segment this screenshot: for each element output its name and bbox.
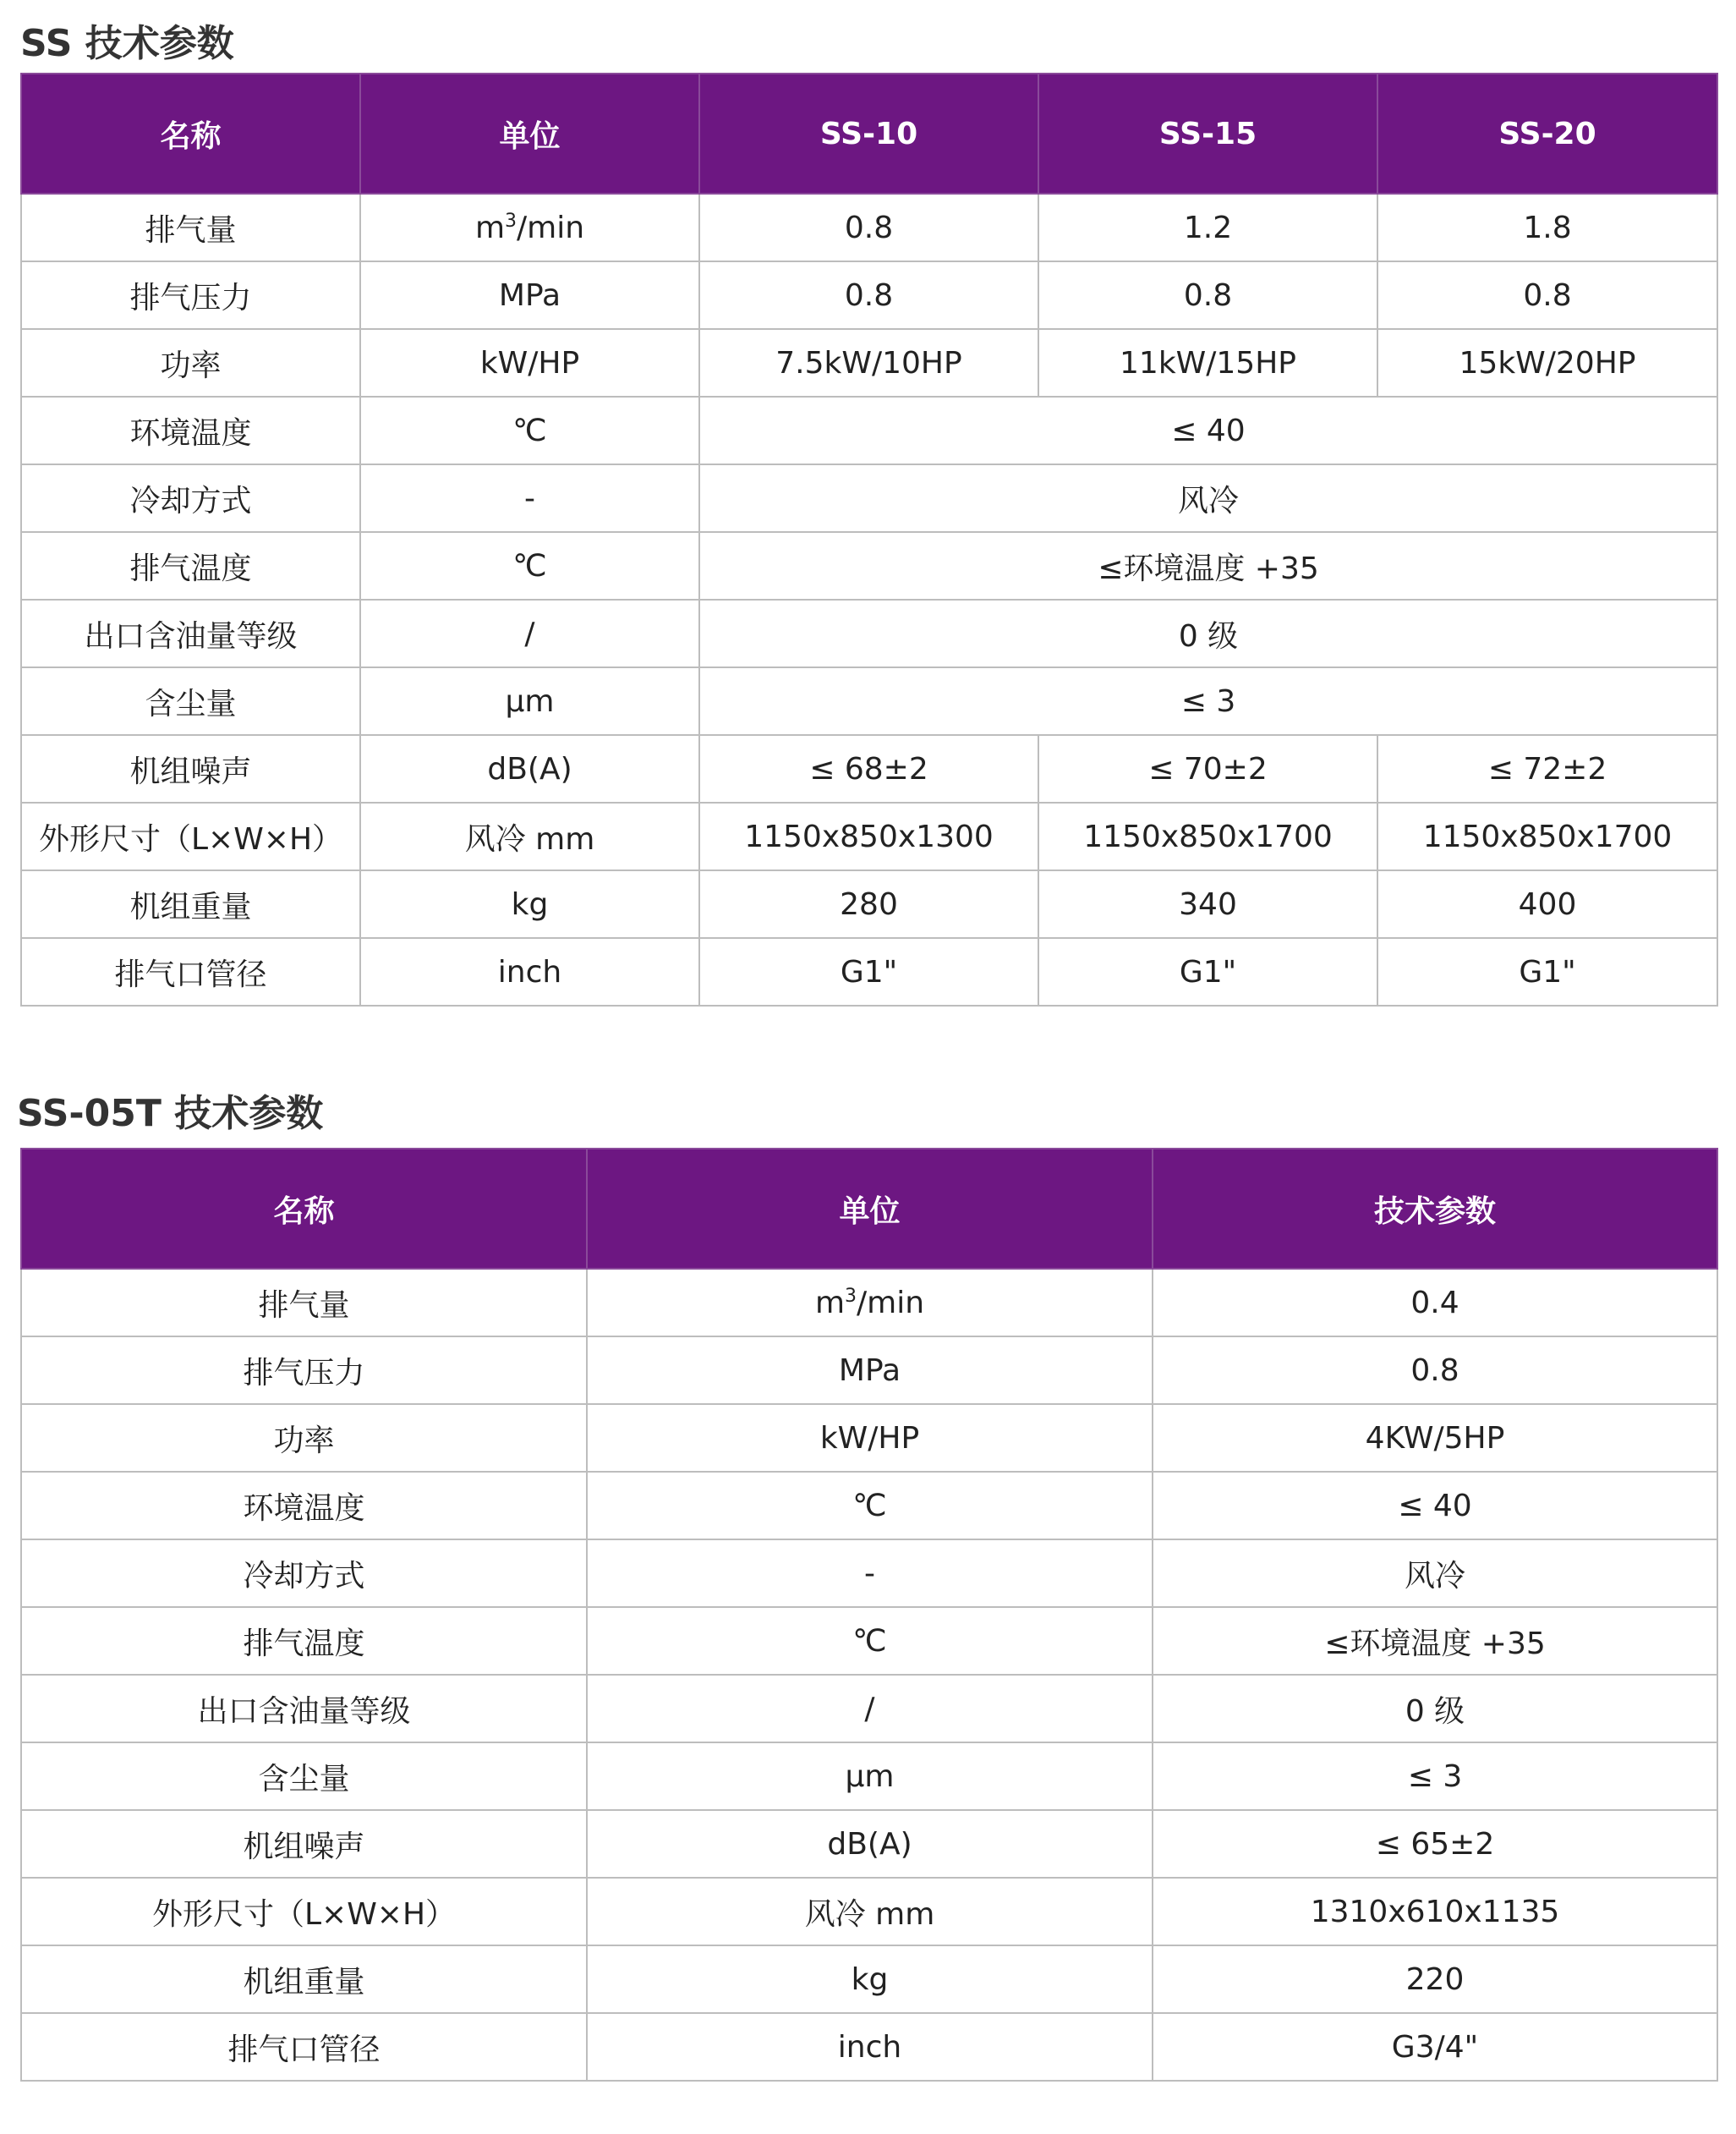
param-value: G3/4" <box>1153 2013 1717 2081</box>
ss-table-body <box>21 194 1717 1006</box>
table-row <box>21 1472 1717 1539</box>
param-name: 排气口管径 <box>21 938 360 1006</box>
param-unit: ℃ <box>587 1607 1153 1675</box>
param-name: 功率 <box>21 329 360 397</box>
param-name: 外形尺寸（L×W×H） <box>21 1878 587 1945</box>
param-value: 0.4 <box>1153 1269 1717 1336</box>
param-value: 0 级 <box>1153 1675 1717 1742</box>
param-name: 冷却方式 <box>21 464 360 532</box>
param-unit: ℃ <box>587 1472 1153 1539</box>
param-unit: dB(A) <box>360 735 699 803</box>
param-name: 机组重量 <box>21 1945 587 2013</box>
ss05t-spec-table <box>20 1148 1718 2082</box>
param-value: 280 <box>699 870 1038 938</box>
param-unit: MPa <box>360 261 699 329</box>
table-row <box>21 1945 1717 2013</box>
param-name: 排气温度 <box>21 532 360 600</box>
param-value: 0.8 <box>1038 261 1377 329</box>
param-value-merged: 0 级 <box>699 600 1717 667</box>
param-name: 功率 <box>21 1404 587 1472</box>
param-unit <box>360 194 699 261</box>
param-unit: - <box>360 464 699 532</box>
param-value: 0.8 <box>1377 261 1717 329</box>
ss05t-table-header <box>21 1149 1717 1269</box>
table-row <box>21 2013 1717 2081</box>
param-value: ≤ 70±2 <box>1038 735 1377 803</box>
param-unit: ℃ <box>360 532 699 600</box>
param-name: 环境温度 <box>21 1472 587 1539</box>
table-row <box>21 870 1717 938</box>
table-row <box>21 803 1717 870</box>
table-row <box>21 1336 1717 1404</box>
table-row <box>21 329 1717 397</box>
table-row <box>21 1810 1717 1878</box>
param-value: 0.8 <box>1153 1336 1717 1404</box>
table-row <box>21 667 1717 735</box>
header-cell-name: 名称 <box>21 1149 587 1269</box>
unit-base: m <box>474 210 506 245</box>
header-cell-model-ss10: SS-10 <box>699 74 1038 194</box>
param-value: 400 <box>1377 870 1717 938</box>
param-unit: kW/HP <box>587 1404 1153 1472</box>
param-name: 含尘量 <box>21 667 360 735</box>
table-row <box>21 464 1717 532</box>
table-row <box>21 194 1717 261</box>
unit-superscript: 3 <box>505 210 518 232</box>
param-value: 1150x850x1300 <box>699 803 1038 870</box>
param-value-merged: ≤ 40 <box>699 397 1717 464</box>
param-value: 风冷 <box>1153 1539 1717 1607</box>
param-value: 1150x850x1700 <box>1038 803 1377 870</box>
param-unit: 风冷 mm <box>360 803 699 870</box>
param-name: 排气压力 <box>21 261 360 329</box>
header-cell-unit: 单位 <box>587 1149 1153 1269</box>
param-name: 排气温度 <box>21 1607 587 1675</box>
param-name: 排气量 <box>21 1269 587 1336</box>
param-value-merged: 风冷 <box>699 464 1717 532</box>
table-row <box>21 600 1717 667</box>
unit-tail: /min <box>517 210 585 245</box>
ss-spec-table <box>20 73 1718 1007</box>
param-value: 1150x850x1700 <box>1377 803 1717 870</box>
param-value: ≤ 68±2 <box>699 735 1038 803</box>
header-cell-unit: 单位 <box>360 74 699 194</box>
param-value-merged: ≤环境温度 +35 <box>699 532 1717 600</box>
param-value: G1" <box>1377 938 1717 1006</box>
param-unit: 风冷 mm <box>587 1878 1153 1945</box>
param-name: 排气口管径 <box>21 2013 587 2081</box>
param-unit: MPa <box>587 1336 1153 1404</box>
param-unit: ℃ <box>360 397 699 464</box>
header-row <box>21 1149 1717 1269</box>
table-row <box>21 1539 1717 1607</box>
param-value: 1.2 <box>1038 194 1377 261</box>
table-row <box>21 1878 1717 1945</box>
param-value: 0.8 <box>699 261 1038 329</box>
table-row <box>21 532 1717 600</box>
table-row <box>21 261 1717 329</box>
param-name: 排气压力 <box>21 1336 587 1404</box>
header-cell-name: 名称 <box>21 74 360 194</box>
param-name: 冷却方式 <box>21 1539 587 1607</box>
param-name: 排气量 <box>21 194 360 261</box>
param-value: ≤ 40 <box>1153 1472 1717 1539</box>
table-row <box>21 938 1717 1006</box>
param-value-merged: ≤ 3 <box>699 667 1717 735</box>
unit-base: m <box>814 1285 846 1320</box>
param-name: 出口含油量等级 <box>21 600 360 667</box>
param-value: 11kW/15HP <box>1038 329 1377 397</box>
param-unit: kg <box>360 870 699 938</box>
param-unit: dB(A) <box>587 1810 1153 1878</box>
ss05t-section-title: SS-05T 技术参数 <box>17 1092 324 1135</box>
param-value: 0.8 <box>699 194 1038 261</box>
param-value: ≤ 65±2 <box>1153 1810 1717 1878</box>
param-unit: kW/HP <box>360 329 699 397</box>
param-unit: / <box>360 600 699 667</box>
param-value: ≤环境温度 +35 <box>1153 1607 1717 1675</box>
param-value: 1310x610x1135 <box>1153 1878 1717 1945</box>
ss-section-title: SS 技术参数 <box>20 22 234 65</box>
param-value: G1" <box>699 938 1038 1006</box>
table-row <box>21 1742 1717 1810</box>
param-value: 15kW/20HP <box>1377 329 1717 397</box>
unit-tail: /min <box>857 1285 925 1320</box>
param-value: 1.8 <box>1377 194 1717 261</box>
header-row <box>21 74 1717 194</box>
table-row <box>21 735 1717 803</box>
param-name: 机组噪声 <box>21 735 360 803</box>
header-cell-model-ss15: SS-15 <box>1038 74 1377 194</box>
param-value: ≤ 72±2 <box>1377 735 1717 803</box>
param-name: 机组重量 <box>21 870 360 938</box>
header-cell-model-ss20: SS-20 <box>1377 74 1717 194</box>
param-name: 含尘量 <box>21 1742 587 1810</box>
param-value: 340 <box>1038 870 1377 938</box>
table-row <box>21 1404 1717 1472</box>
param-name: 环境温度 <box>21 397 360 464</box>
param-unit: - <box>587 1539 1153 1607</box>
param-value: ≤ 3 <box>1153 1742 1717 1810</box>
table-row <box>21 1269 1717 1336</box>
param-value: G1" <box>1038 938 1377 1006</box>
param-value: 220 <box>1153 1945 1717 2013</box>
param-unit: inch <box>360 938 699 1006</box>
ss05t-table-body <box>21 1269 1717 2081</box>
table-row <box>21 1675 1717 1742</box>
header-cell-spec: 技术参数 <box>1153 1149 1717 1269</box>
param-unit: inch <box>587 2013 1153 2081</box>
ss-table-header <box>21 74 1717 194</box>
param-name: 机组噪声 <box>21 1810 587 1878</box>
param-value: 7.5kW/10HP <box>699 329 1038 397</box>
table-row <box>21 1607 1717 1675</box>
param-unit: μm <box>360 667 699 735</box>
table-row <box>21 397 1717 464</box>
param-value: 4KW/5HP <box>1153 1404 1717 1472</box>
unit-superscript: 3 <box>845 1285 857 1307</box>
param-name: 出口含油量等级 <box>21 1675 587 1742</box>
param-name: 外形尺寸（L×W×H） <box>21 803 360 870</box>
param-unit: μm <box>587 1742 1153 1810</box>
param-unit: kg <box>587 1945 1153 2013</box>
param-unit <box>587 1269 1153 1336</box>
param-unit: / <box>587 1675 1153 1742</box>
